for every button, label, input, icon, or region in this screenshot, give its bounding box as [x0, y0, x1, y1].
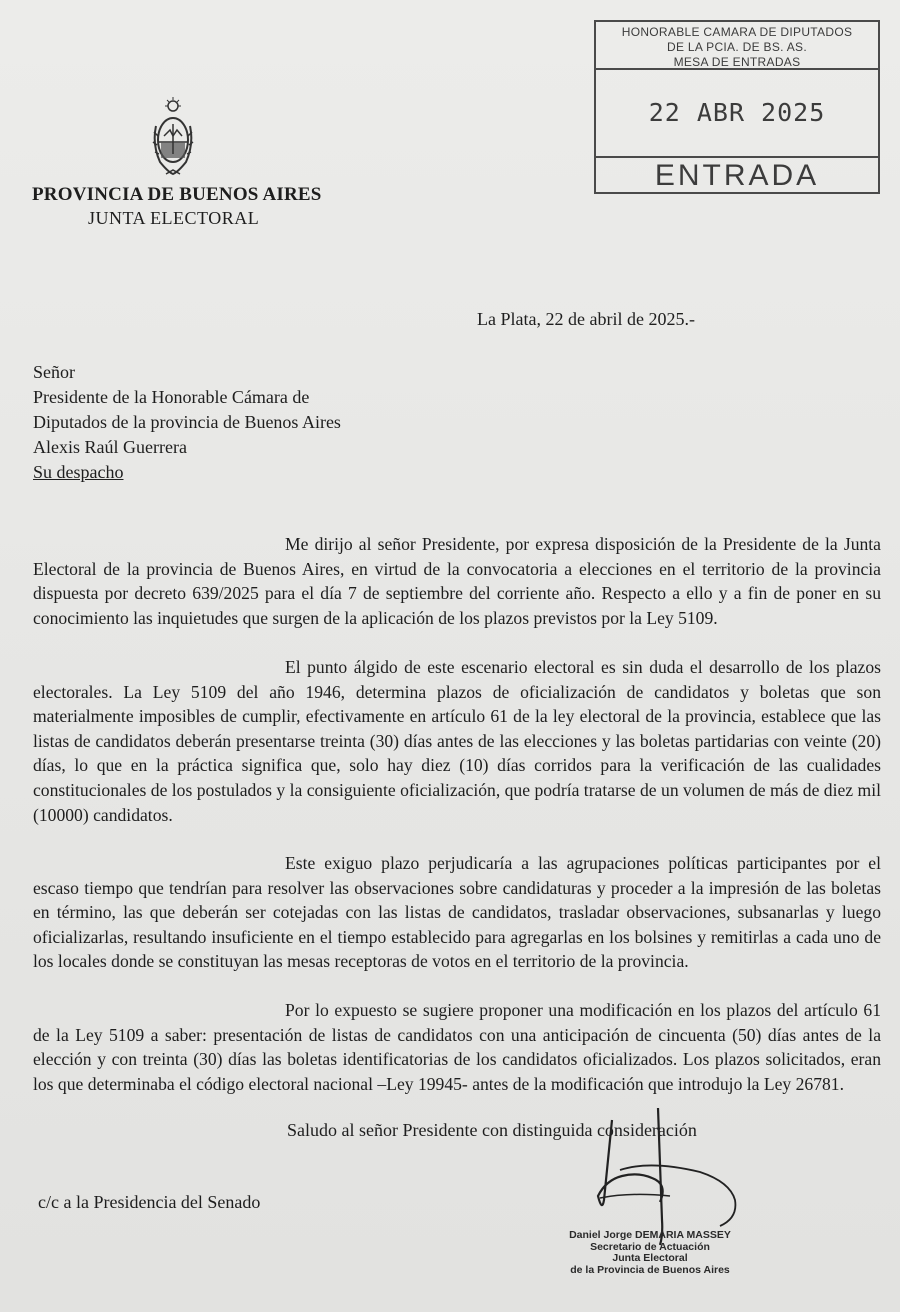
- addressee-office: Su despacho: [33, 462, 124, 482]
- addressee-chamber: Diputados de la provincia de Buenos Aires: [33, 412, 341, 432]
- body-paragraph-2: El punto álgido de este escenario electoral es sin duda el desarrollo de los plazos electorales. La Ley 5109 del año 1946, determina plazos de oficialización de candidatos y boletas que son materialmente imposibles de cumplir, efectivamente en artículo 61 de la ley electoral de la provincia, establece que las listas de candidatos deberán presentarse treinta (30) días antes de las elecciones y las boletas partidarias con veinte (20) días, lo que en la práctica significa que, solo hay diez (10) días corridos para la verificación de las cualidades constitucionales de los postulados y la consiguiente oficialización, que podría tratarse de un volumen de más de diez mil (10000) candidatos.: [33, 657, 881, 825]
- stamp-line-3: MESA DE ENTRADAS: [673, 55, 801, 69]
- body-paragraph-1-container: [33, 532, 881, 630]
- body-paragraph-3-container: [33, 851, 881, 974]
- carbon-copy-line: c/c a la Presidencia del Senado: [38, 1192, 261, 1212]
- stamp-line-1: HONORABLE CAMARA DE DIPUTADOS: [621, 25, 853, 39]
- office-heading: JUNTA ELECTORAL: [88, 208, 260, 228]
- entry-stamp: [594, 20, 880, 194]
- signatory-office: Junta Electoral: [612, 1252, 688, 1264]
- body-paragraph-4-container: [33, 998, 881, 1096]
- handwritten-signature: [560, 1100, 760, 1250]
- body-paragraph-1: Me dirijo al señor Presidente, por expresa disposición de la Presidente de la Junta Electoral de la provincia de Buenos Aires, en virtud de la convocatoria a elecciones en el territorio de la provincia dispuesta por decreto 639/2025 para el día 7 de septiembre del corriente año. Respecto a ello y a fin de poner en su conocimiento las inquietudes que surgen de la aplicación de los plazos previstos por la Ley 5109.: [33, 534, 881, 628]
- addressee-salutation: Señor: [33, 362, 75, 382]
- signature-block: [540, 1230, 760, 1276]
- stamp-date: 22 ABR 2025: [596, 70, 878, 158]
- signatory-name: Daniel Jorge DEMARIA MASSEY: [569, 1229, 731, 1241]
- province-heading: PROVINCIA DE BUENOS AIRES: [32, 184, 322, 205]
- stamp-header: [596, 22, 878, 70]
- body-paragraph-4: Por lo expuesto se sugiere proponer una modificación en los plazos del artículo 61 de la Ley 5109 a saber: presentación de listas de candidatos con una anticipación de cincuenta (50) días antes de la elección y con treinta (30) días las boletas identificatorias de los candidatos oficializados. Los plazos solicitados, eran los que determinaba el código electoral nacional –Ley 19945- antes de la modificación que introdujo la Ley 26781.: [33, 1000, 881, 1094]
- stamp-label: ENTRADA: [654, 159, 820, 192]
- body-paragraph-2-container: [33, 655, 881, 827]
- addressee-name: Alexis Raúl Guerrera: [33, 437, 187, 457]
- signatory-role: Secretario de Actuación: [590, 1240, 710, 1253]
- body-paragraph-3: Este exiguo plazo perjudicaría a las agrupaciones políticas participantes por el escaso tiempo que tendrían para resolver las observaciones sobre candidaturas y proceder a la impresión de las boletas en término, las que deberán ser cotejadas con las listas de candidatos, trasladar observaciones, subsanarlas y luego oficializarlas, resultando insuficiente en el tiempo establecido para agregarlas en los bolsines y remitirlas a cada uno de los locales donde se constituyan las mesas receptoras de votos en el territorio de la provincia.: [33, 853, 881, 972]
- signatory-jurisdiction: de la Provincia de Buenos Aires: [570, 1263, 730, 1276]
- addressee-title: Presidente de la Honorable Cámara de: [33, 387, 310, 407]
- addressee-block: [33, 360, 341, 485]
- stamp-line-2: DE LA PCIA. DE BS. AS.: [667, 40, 807, 54]
- coat-of-arms-icon: [150, 96, 196, 178]
- closing-line: Saludo al señor Presidente con distinguida consideración: [287, 1120, 697, 1140]
- date-line: La Plata, 22 de abril de 2025.-: [477, 309, 695, 329]
